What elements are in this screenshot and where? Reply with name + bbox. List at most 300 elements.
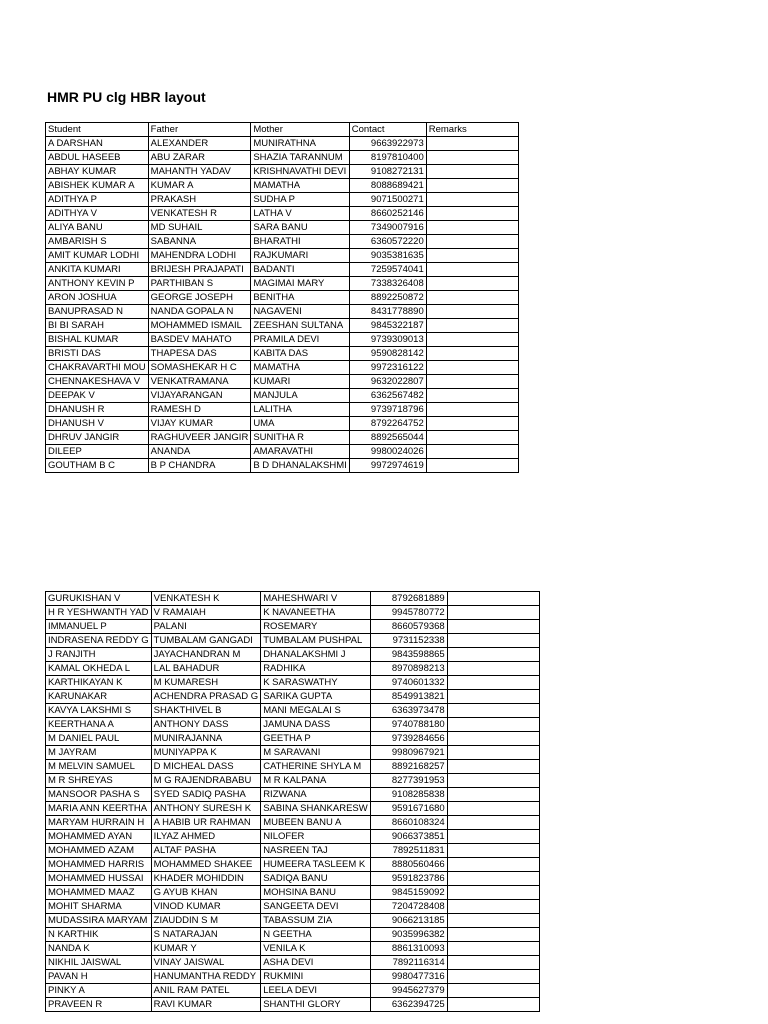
mother-cell: LATHA V [251,207,349,221]
document-title: HMR PU clg HBR layout [47,89,206,105]
mother-cell: M R KALPANA [261,774,371,788]
father-cell: ANIL RAM PATEL [151,984,261,998]
table-row [46,137,519,151]
contact-cell: 7892511831 [370,844,447,858]
table-row [46,592,540,606]
student-cell: ALIYA BANU [46,221,149,235]
table-row [46,620,540,634]
student-cell: H R YESHWANTH YAD [46,606,152,620]
father-cell: MAHANTH YADAV [148,165,251,179]
remarks-cell [447,816,539,830]
remarks-cell [447,802,539,816]
contact-cell: 8892565044 [349,431,426,445]
table-row [46,165,519,179]
remarks-cell [447,662,539,676]
father-cell: D MICHEAL DASS [151,760,261,774]
mother-cell: MAHESHWARI V [261,592,371,606]
student-cell: M R SHREYAS [46,774,152,788]
student-cell: MOHAMMED AZAM [46,844,152,858]
table-row [46,263,519,277]
mother-cell: VENILA K [261,942,371,956]
table-row [46,676,540,690]
remarks-cell [447,676,539,690]
mother-cell: KUMARI [251,375,349,389]
father-cell: RAGHUVEER JANGIR [148,431,251,445]
table-row [46,844,540,858]
contact-cell: 7349007916 [349,221,426,235]
remarks-cell [426,361,518,375]
mother-cell: PRAMILA DEVI [251,333,349,347]
mother-cell: K NAVANEETHA [261,606,371,620]
contact-cell: 9591671680 [370,802,447,816]
table-row [46,347,519,361]
table-row [46,774,540,788]
student-cell: BISHAL KUMAR [46,333,149,347]
remarks-cell [426,431,518,445]
mother-cell: ZEESHAN SULTANA [251,319,349,333]
father-cell: PARTHIBAN S [148,277,251,291]
father-cell: MOHAMMED ISMAIL [148,319,251,333]
father-cell: G AYUB KHAN [151,886,261,900]
mother-cell: RAJKUMARI [251,249,349,263]
student-cell: ABHAY KUMAR [46,165,149,179]
contact-cell: 9731152338 [370,634,447,648]
mother-cell: MANI MEGALAI S [261,704,371,718]
father-cell: SYED SADIQ PASHA [151,788,261,802]
student-cell: MOHAMMED AYAN [46,830,152,844]
header-row [46,123,519,137]
mother-cell: JAMUNA DASS [261,718,371,732]
contact-cell: 9591823786 [370,872,447,886]
student-cell: AMIT KUMAR LODHI [46,249,149,263]
father-cell: ALEXANDER [148,137,251,151]
remarks-cell [447,886,539,900]
father-cell: HANUMANTHA REDDY [151,970,261,984]
father-cell: BASDEV MAHATO [148,333,251,347]
remarks-cell [426,165,518,179]
table-row [46,221,519,235]
student-cell: AMBARISH S [46,235,149,249]
mother-cell: MUNIRATHNA [251,137,349,151]
table-row [46,151,519,165]
contact-cell: 6363973478 [370,704,447,718]
father-cell: ZIAUDDIN S M [151,914,261,928]
father-cell: SHAKTHIVEL B [151,704,261,718]
student-cell: DEEPAK V [46,389,149,403]
student-cell: J RANJITH [46,648,152,662]
father-cell: ABU ZARAR [148,151,251,165]
contact-cell: 9108272131 [349,165,426,179]
remarks-cell [447,998,539,1012]
table-row [46,648,540,662]
contact-cell: 8197810400 [349,151,426,165]
contact-cell: 8660252146 [349,207,426,221]
remarks-cell [426,291,518,305]
student-cell: DHANUSH V [46,417,149,431]
contact-cell: 9972974619 [349,459,426,473]
contact-cell: 9972316122 [349,361,426,375]
student-cell: GOUTHAM B C [46,459,149,473]
table-row [46,732,540,746]
contact-cell: 9845159092 [370,886,447,900]
header-father: Father [148,123,251,137]
contact-cell: 8880560466 [370,858,447,872]
mother-cell: TABASSUM ZIA [261,914,371,928]
mother-cell: SARIKA GUPTA [261,690,371,704]
remarks-cell [426,417,518,431]
table-1-body [46,137,519,473]
table-row [46,942,540,956]
header-contact: Contact [349,123,426,137]
contact-cell: 6360572220 [349,235,426,249]
student-cell: MARIA ANN KEERTHA [46,802,152,816]
remarks-cell [447,774,539,788]
table-row [46,858,540,872]
mother-cell: AMARAVATHI [251,445,349,459]
father-cell: PALANI [151,620,261,634]
father-cell: A HABIB UR RAHMAN [151,816,261,830]
father-cell: VENKATRAMANA [148,375,251,389]
mother-cell: SADIQA BANU [261,872,371,886]
father-cell: KUMAR Y [151,942,261,956]
table-row [46,431,519,445]
table-row [46,179,519,193]
table-row [46,207,519,221]
mother-cell: ASHA DEVI [261,956,371,970]
student-cell: DHANUSH R [46,403,149,417]
student-cell: M JAYRAM [46,746,152,760]
table-row [46,193,519,207]
table-row [46,998,540,1012]
remarks-cell [426,305,518,319]
mother-cell: MAMATHA [251,361,349,375]
student-cell: M MELVIN SAMUEL [46,760,152,774]
contact-cell: 9845322187 [349,319,426,333]
student-cell: N KARTHIK [46,928,152,942]
remarks-cell [447,956,539,970]
remarks-cell [426,137,518,151]
mother-cell: K SARASWATHY [261,676,371,690]
father-cell: RAVI KUMAR [151,998,261,1012]
table-row [46,403,519,417]
table-row [46,956,540,970]
mother-cell: GEETHA P [261,732,371,746]
student-cell: M DANIEL PAUL [46,732,152,746]
remarks-cell [426,221,518,235]
remarks-cell [426,151,518,165]
mother-cell: NILOFER [261,830,371,844]
table-row [46,662,540,676]
remarks-cell [426,179,518,193]
table-row [46,984,540,998]
contact-cell: 9980967921 [370,746,447,760]
table-row [46,928,540,942]
remarks-cell [447,844,539,858]
father-cell: ANTHONY SURESH K [151,802,261,816]
student-cell: MOHAMMED HUSSAI [46,872,152,886]
table-row [46,970,540,984]
contact-cell: 9071500271 [349,193,426,207]
student-cell: MOHAMMED HARRIS [46,858,152,872]
student-cell: KARUNAKAR [46,690,152,704]
table-row [46,830,540,844]
contact-cell: 9066213185 [370,914,447,928]
table-row [46,900,540,914]
table-row [46,389,519,403]
table-row [46,718,540,732]
remarks-cell [426,403,518,417]
student-cell: DHRUV JANGIR [46,431,149,445]
remarks-cell [447,928,539,942]
father-cell: VIJAYARANGAN [148,389,251,403]
father-cell: NANDA GOPALA N [148,305,251,319]
table-row [46,914,540,928]
mother-cell: RIZWANA [261,788,371,802]
remarks-cell [426,319,518,333]
remarks-cell [426,263,518,277]
table-row [46,361,519,375]
mother-cell: SHAZIA TARANNUM [251,151,349,165]
father-cell: S NATARAJAN [151,928,261,942]
father-cell: V RAMAIAH [151,606,261,620]
mother-cell: B D DHANALAKSHMI [251,459,349,473]
student-cell: NANDA K [46,942,152,956]
contact-cell: 8088689421 [349,179,426,193]
father-cell: M G RAJENDRABABU [151,774,261,788]
mother-cell: NASREEN TAJ [261,844,371,858]
table-row [46,606,540,620]
contact-cell: 8892250872 [349,291,426,305]
remarks-cell [447,592,539,606]
student-cell: ABISHEK KUMAR A [46,179,149,193]
student-cell: PRAVEEN R [46,998,152,1012]
student-cell: KEERTHANA A [46,718,152,732]
table-row [46,235,519,249]
mother-cell: MAMATHA [251,179,349,193]
student-cell: KAMAL OKHEDA L [46,662,152,676]
student-cell: MOHAMMED MAAZ [46,886,152,900]
remarks-cell [426,389,518,403]
student-cell: INDRASENA REDDY G [46,634,152,648]
father-cell: MD SUHAIL [148,221,251,235]
student-cell: MARYAM HURRAIN H [46,816,152,830]
contact-cell: 9980024026 [349,445,426,459]
remarks-cell [447,858,539,872]
table-row [46,459,519,473]
student-cell: ARON JOSHUA [46,291,149,305]
table-row [46,872,540,886]
father-cell: RAMESH D [148,403,251,417]
contact-cell: 9739309013 [349,333,426,347]
father-cell: ILYAZ AHMED [151,830,261,844]
remarks-cell [447,788,539,802]
contact-cell: 9739718796 [349,403,426,417]
contact-cell: 6362394725 [370,998,447,1012]
father-cell: ANANDA [148,445,251,459]
table-row [46,788,540,802]
remarks-cell [447,942,539,956]
father-cell: ACHENDRA PRASAD G [151,690,261,704]
remarks-cell [426,347,518,361]
contact-cell: 8660579368 [370,620,447,634]
student-cell: CHAKRAVARTHI MOU [46,361,149,375]
father-cell: GEORGE JOSEPH [148,291,251,305]
mother-cell: UMA [251,417,349,431]
father-cell: MUNIYAPPA K [151,746,261,760]
remarks-cell [426,333,518,347]
contact-cell: 9632022807 [349,375,426,389]
father-cell: SABANNA [148,235,251,249]
table-row [46,690,540,704]
student-cell: PAVAN H [46,970,152,984]
student-cell: NIKHIL JAISWAL [46,956,152,970]
father-cell: ALTAF PASHA [151,844,261,858]
remarks-cell [426,459,518,473]
contact-cell: 9740788180 [370,718,447,732]
father-cell: ANTHONY DASS [151,718,261,732]
mother-cell: N GEETHA [261,928,371,942]
mother-cell: MAGIMAI MARY [251,277,349,291]
mother-cell: RADHIKA [261,662,371,676]
father-cell: PRAKASH [148,193,251,207]
contact-cell: 8792681889 [370,592,447,606]
mother-cell: MOHSINA BANU [261,886,371,900]
table-row [46,277,519,291]
mother-cell: KRISHNAVATHI DEVI [251,165,349,179]
mother-cell: MUBEEN BANU A [261,816,371,830]
contact-cell: 9739284656 [370,732,447,746]
table-row [46,746,540,760]
student-cell: CHENNAKESHAVA V [46,375,149,389]
remarks-cell [447,900,539,914]
mother-cell: DHANALAKSHMI J [261,648,371,662]
mother-cell: ROSEMARY [261,620,371,634]
contact-cell: 9066373851 [370,830,447,844]
student-table-1 [45,122,519,473]
father-cell: VINOD KUMAR [151,900,261,914]
father-cell: KHADER MOHIDDIN [151,872,261,886]
mother-cell: LALITHA [251,403,349,417]
mother-cell: TUMBALAM PUSHPAL [261,634,371,648]
father-cell: MAHENDRA LODHI [148,249,251,263]
father-cell: JAYACHANDRAN M [151,648,261,662]
table-row [46,816,540,830]
remarks-cell [447,606,539,620]
table-row [46,417,519,431]
remarks-cell [447,620,539,634]
remarks-cell [426,235,518,249]
remarks-cell [447,634,539,648]
contact-cell: 8970898213 [370,662,447,676]
table-row [46,634,540,648]
mother-cell: BADANTI [251,263,349,277]
contact-cell: 8892168257 [370,760,447,774]
student-cell: BANUPRASAD N [46,305,149,319]
mother-cell: SUDHA P [251,193,349,207]
father-cell: MOHAMMED SHAKEE [151,858,261,872]
contact-cell: 9945780772 [370,606,447,620]
contact-cell: 9843598865 [370,648,447,662]
mother-cell: SUNITHA R [251,431,349,445]
contact-cell: 9740601332 [370,676,447,690]
remarks-cell [426,277,518,291]
father-cell: B P CHANDRA [148,459,251,473]
remarks-cell [447,746,539,760]
table-2-body [46,592,540,1012]
student-cell: A DARSHAN [46,137,149,151]
father-cell: VINAY JAISWAL [151,956,261,970]
mother-cell: SARA BANU [251,221,349,235]
father-cell: VENKATESH K [151,592,261,606]
student-cell: KARTHIKAYAN K [46,676,152,690]
student-cell: GURUKISHAN V [46,592,152,606]
contact-cell: 9108285838 [370,788,447,802]
contact-cell: 7259574041 [349,263,426,277]
father-cell: LAL BAHADUR [151,662,261,676]
remarks-cell [447,872,539,886]
mother-cell: LEELA DEVI [261,984,371,998]
father-cell: M KUMARESH [151,676,261,690]
mother-cell: MANJULA [251,389,349,403]
table-row [46,305,519,319]
header-remarks: Remarks [426,123,518,137]
contact-cell: 8431778890 [349,305,426,319]
student-cell: ADITHYA P [46,193,149,207]
table-row [46,704,540,718]
student-cell: BI BI SARAH [46,319,149,333]
contact-cell: 9590828142 [349,347,426,361]
contact-cell: 9035996382 [370,928,447,942]
remarks-cell [426,193,518,207]
contact-cell: 8861310093 [370,942,447,956]
student-cell: ANKITA KUMARI [46,263,149,277]
father-cell: SOMASHEKAR H C [148,361,251,375]
remarks-cell [447,704,539,718]
father-cell: VIJAY KUMAR [148,417,251,431]
remarks-cell [447,760,539,774]
mother-cell: SHANTHI GLORY [261,998,371,1012]
student-cell: MOHIT SHARMA [46,900,152,914]
table-row [46,319,519,333]
remarks-cell [426,249,518,263]
father-cell: THAPESA DAS [148,347,251,361]
student-cell: PINKY A [46,984,152,998]
contact-cell: 7204728408 [370,900,447,914]
contact-cell: 9663922973 [349,137,426,151]
father-cell: TUMBALAM GANGADI [151,634,261,648]
student-cell: IMMANUEL P [46,620,152,634]
contact-cell: 9945627379 [370,984,447,998]
student-cell: ANTHONY KEVIN P [46,277,149,291]
header-student: Student [46,123,149,137]
mother-cell: BHARATHI [251,235,349,249]
remarks-cell [447,830,539,844]
father-cell: BRIJESH PRAJAPATI [148,263,251,277]
student-cell: MANSOOR PASHA S [46,788,152,802]
remarks-cell [447,914,539,928]
remarks-cell [447,648,539,662]
student-cell: MUDASSIRA MARYAM [46,914,152,928]
table-row [46,760,540,774]
father-cell: MUNIRAJANNA [151,732,261,746]
student-cell: ADITHYA V [46,207,149,221]
mother-cell: SANGEETA DEVI [261,900,371,914]
contact-cell: 7338326408 [349,277,426,291]
father-cell: VENKATESH R [148,207,251,221]
remarks-cell [447,718,539,732]
remarks-cell [447,732,539,746]
mother-cell: NAGAVENI [251,305,349,319]
